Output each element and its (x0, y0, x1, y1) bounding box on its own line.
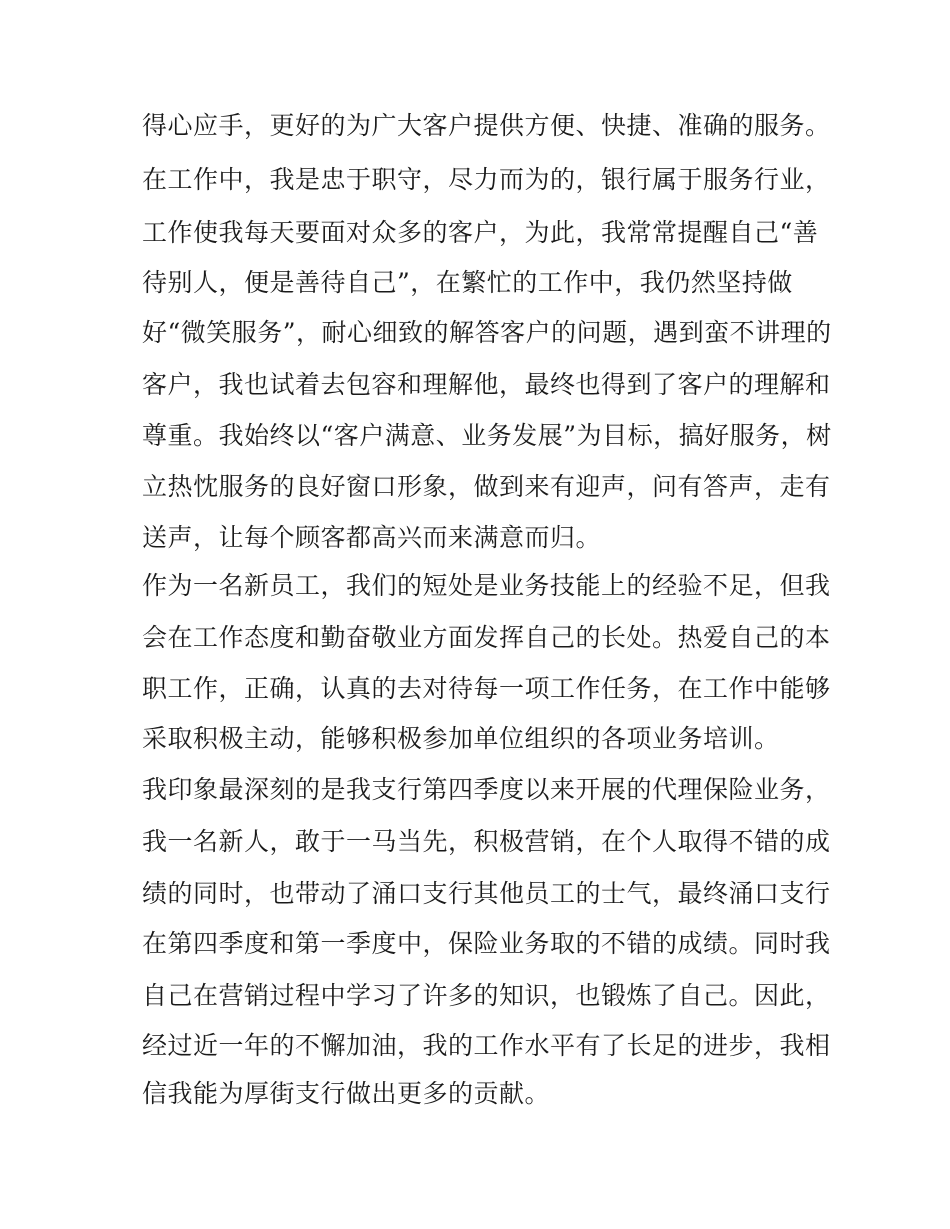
text-line-11: 会在工作态度和勤奋敬业方面发挥自己的长处。热爱自己的本 (142, 623, 831, 652)
text-line-9: 送声，让每个顾客都高兴而来满意而归。 (142, 523, 602, 552)
text-line-5: 好“微笑服务”，耐心细致的解答客户的问题，遇到蛮不讲理的 (142, 318, 832, 347)
text-line-13: 采取积极主动，能够积极参加单位组织的各项业务培训。 (142, 724, 780, 753)
text-line-16: 绩的同时，也带动了涌口支行其他员工的士气，最终涌口支行 (142, 879, 831, 908)
text-line-1: 得心应手，更好的为广大客户提供方便、快捷、准确的服务。 (142, 111, 831, 140)
text-line-20: 信我能为厚街支行做出更多的贡献。 (142, 1079, 551, 1108)
text-line-6: 客户，我也试着去包容和理解他，最终也得到了客户的理解和 (142, 370, 831, 399)
text-line-18: 自己在营销过程中学习了许多的知识，也锻炼了自己。因此， (142, 981, 831, 1010)
text-line-10: 作为一名新员工，我们的短处是业务技能上的经验不足，但我 (142, 571, 831, 600)
text-line-7: 尊重。我始终以“客户满意、业务发展”为目标，搞好服务，树 (142, 421, 832, 450)
text-line-4: 待别人，便是善待自己”，在繁忙的工作中，我仍然坚持做 (142, 268, 793, 297)
text-line-19: 经过近一年的不懈加油，我的工作水平有了长足的进步，我相 (142, 1031, 831, 1060)
text-line-8: 立热忱服务的良好窗口形象，做到来有迎声，问有答声，走有 (142, 472, 831, 501)
text-line-12: 职工作，正确，认真的去对待每一项工作任务，在工作中能够 (142, 674, 831, 703)
text-line-2: 在工作中，我是忠于职守，尽力而为的，银行属于服务行业， (142, 165, 831, 194)
text-line-15: 我一名新人，敢于一马当先，积极营销，在个人取得不错的成 (142, 827, 831, 856)
text-line-14: 我印象最深刻的是我支行第四季度以来开展的代理保险业务， (142, 775, 831, 804)
text-line-17: 在第四季度和第一季度中，保险业务取的不错的成绩。同时我 (142, 929, 831, 958)
text-line-3: 工作使我每天要面对众多的客户，为此，我常常提醒自己“善 (142, 218, 819, 247)
